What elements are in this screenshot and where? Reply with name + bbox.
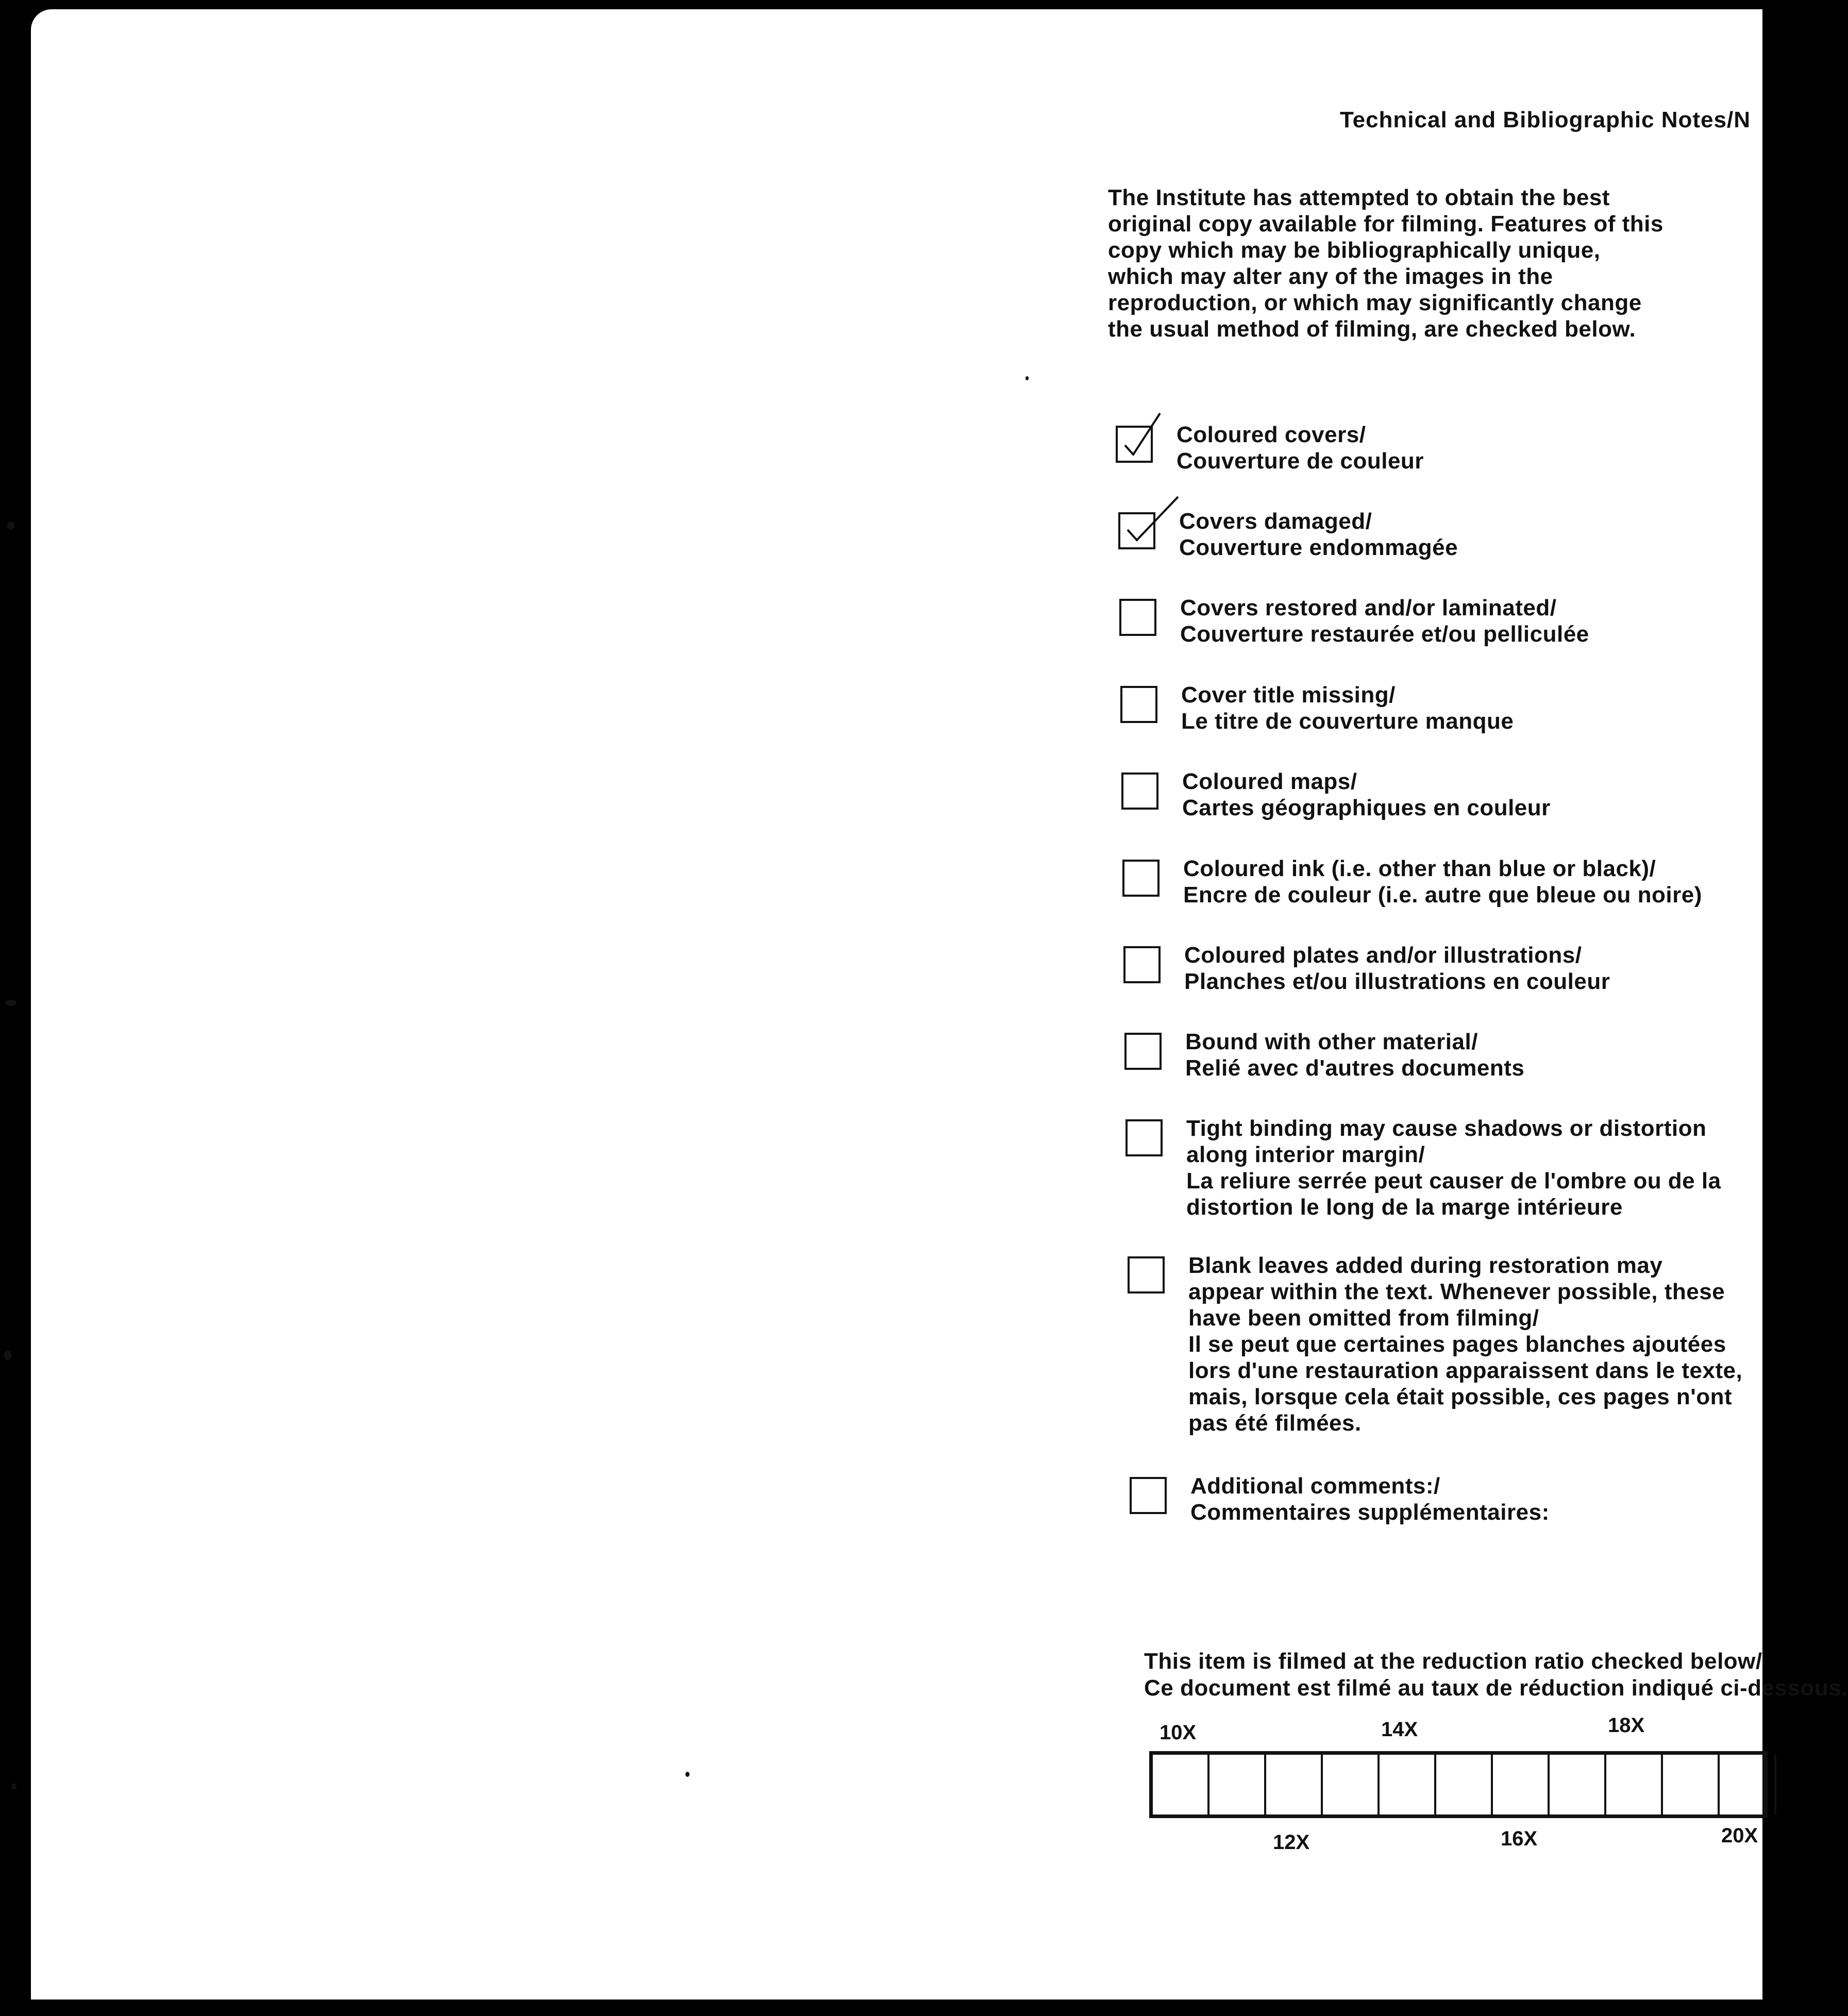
ratio-cell[interactable]: [1606, 1755, 1663, 1815]
page-header: Technical and Bibliographic Notes/N: [1340, 107, 1751, 132]
checkmark-icon: [1114, 403, 1175, 465]
item-label-en: Blank leaves added during restoration may: [1188, 1253, 1663, 1278]
ratio-label: 20X: [1721, 1824, 1758, 1847]
item-label-fr: Planches et/ou illustrations en couleur: [1184, 969, 1610, 994]
checkbox-tight-binding[interactable]: [1125, 1119, 1163, 1156]
item-label-en: Covers damaged/: [1179, 509, 1372, 534]
checkbox-coloured-maps[interactable]: [1121, 772, 1158, 810]
intro-line: the usual method of filming, are checked below.: [1108, 316, 1636, 342]
item-label-fr: mais, lorsque cela était possible, ces pages n'ont: [1188, 1384, 1733, 1409]
scan-speck: [5, 1000, 16, 1006]
item-label-en: Tight binding may cause shadows or distortion: [1186, 1116, 1707, 1141]
item-label: [1182, 768, 1551, 821]
item-label-en: Covers restored and/or laminated/: [1180, 595, 1557, 620]
item-label: [1190, 1473, 1550, 1525]
item-label: [1183, 855, 1702, 908]
item-label-fr: Relié avec d'autres documents: [1185, 1055, 1525, 1081]
document-page: [31, 9, 1848, 2000]
intro-line: which may alter any of the images in the: [1108, 264, 1553, 289]
footer-line-fr: Ce document est filmé au taux de réduction indiqué ci-dessous.: [1144, 1675, 1848, 1701]
item-label-fr: distortion le long de la marge intérieure: [1186, 1195, 1623, 1220]
ratio-cell[interactable]: [1663, 1755, 1720, 1815]
item-label-en: Bound with other material/: [1185, 1029, 1478, 1054]
reduction-ratio-note: [1144, 1648, 1848, 1702]
checkbox-covers-damaged[interactable]: [1118, 512, 1155, 549]
item-label: [1184, 942, 1610, 995]
item-label: [1180, 595, 1589, 647]
item-label-fr: Le titre de couverture manque: [1181, 709, 1514, 734]
ratio-label: 18X: [1608, 1714, 1645, 1737]
item-label: [1188, 1252, 1742, 1436]
ratio-cell[interactable]: [1209, 1755, 1266, 1815]
checkbox-blank-leaves[interactable]: [1128, 1256, 1165, 1293]
item-label-fr: Couverture endommagée: [1179, 535, 1458, 560]
item-label-fr: Couverture de couleur: [1177, 448, 1424, 474]
checkbox-covers-restored[interactable]: [1119, 599, 1156, 636]
item-label-fr: Encre de couleur (i.e. autre que bleue ou noire): [1183, 882, 1702, 908]
ratio-cell[interactable]: [1380, 1755, 1436, 1815]
footer-line-en: This item is filmed at the reduction ratio checked below/: [1144, 1649, 1762, 1674]
item-label-en: Coloured covers/: [1177, 422, 1366, 447]
scan-speck: [7, 522, 14, 530]
ratio-cell[interactable]: [1550, 1755, 1606, 1815]
ratio-cell[interactable]: [1720, 1755, 1776, 1815]
item-label: [1179, 508, 1458, 561]
intro-line: The Institute has attempted to obtain the best: [1108, 185, 1610, 210]
intro-paragraph: [1108, 184, 1747, 342]
checkmark-icon: [1116, 490, 1188, 551]
ratio-label: 16X: [1501, 1827, 1538, 1850]
scan-speck: [11, 1783, 16, 1789]
ratio-cell[interactable]: [1323, 1755, 1380, 1815]
ratio-cell[interactable]: [1436, 1755, 1493, 1815]
item-label: [1185, 1029, 1524, 1081]
item-label-en: Coloured plates and/or illustrations/: [1184, 943, 1582, 968]
ratio-label: 12X: [1273, 1831, 1310, 1854]
ratio-cell[interactable]: [1493, 1755, 1550, 1815]
checkbox-additional-comments[interactable]: [1130, 1477, 1167, 1514]
intro-line: original copy available for filming. Features of this: [1108, 211, 1664, 237]
item-label: [1186, 1115, 1721, 1220]
item-label-en: along interior margin/: [1186, 1142, 1425, 1167]
item-label-en: Coloured ink (i.e. other than blue or black)/: [1183, 856, 1656, 881]
checkbox-coloured-ink[interactable]: [1122, 860, 1160, 897]
scan-speck: [1026, 376, 1029, 380]
reduction-ratio-grid: [1149, 1751, 1768, 1818]
item-label-en: Additional comments:/: [1190, 1473, 1440, 1499]
ratio-cell[interactable]: [1153, 1755, 1209, 1815]
checkbox-coloured-covers[interactable]: [1116, 426, 1153, 463]
item-label-fr: La reliure serrée peut causer de l'ombre ou de la: [1186, 1168, 1721, 1194]
checkbox-bound-with[interactable]: [1124, 1033, 1162, 1070]
item-label: [1181, 682, 1514, 734]
checkbox-coloured-plates[interactable]: [1123, 946, 1161, 983]
checkbox-cover-title-missing[interactable]: [1120, 686, 1157, 723]
ratio-label: 10X: [1160, 1721, 1197, 1744]
intro-line: copy which may be bibliographically unique,: [1108, 238, 1601, 263]
scan-speck: [4, 1350, 11, 1360]
ratio-cell[interactable]: [1266, 1755, 1323, 1815]
item-label: [1177, 422, 1424, 474]
scan-speck: [685, 1772, 690, 1777]
item-label-fr: Commentaires supplémentaires:: [1190, 1500, 1550, 1525]
item-label-en: have been omitted from filming/: [1188, 1305, 1539, 1331]
intro-line: reproduction, or which may significantly change: [1108, 290, 1642, 315]
item-label-fr: pas été filmées.: [1188, 1410, 1362, 1436]
item-label-en: Cover title missing/: [1181, 682, 1396, 708]
ratio-label: 14X: [1381, 1718, 1418, 1741]
item-label-en: Coloured maps/: [1182, 769, 1357, 794]
item-label-fr: Il se peut que certaines pages blanches ajoutées: [1188, 1332, 1726, 1357]
item-label-fr: Cartes géographiques en couleur: [1182, 795, 1551, 820]
item-label-en: appear within the text. Whenever possible, these: [1188, 1279, 1725, 1304]
item-label-fr: lors d'une restauration apparaissent dans le texte,: [1188, 1358, 1743, 1383]
item-label-fr: Couverture restaurée et/ou pelliculée: [1180, 621, 1589, 647]
